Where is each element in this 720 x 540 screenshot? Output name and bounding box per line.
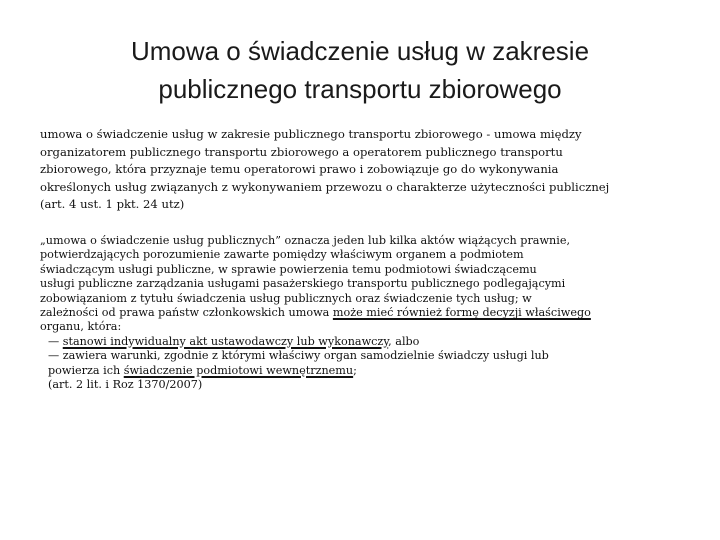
list-item-conditions-continued xyxy=(40,364,690,378)
definition-utz-line-3: zbiorowego, która przyznaje temu operatorowi prawo i zobowiązuje go do wykonywania xyxy=(40,162,559,177)
definition-regulation-line-3: świadczącym usługi publiczne, w sprawie powierzenia temu podmiotowi świadczącemu xyxy=(40,262,537,276)
slide-title-line-2: publicznego transportu zbiorowego xyxy=(158,74,562,104)
definition-utz-citation: (art. 4 ust. 1 pkt. 24 utz) xyxy=(40,197,185,212)
list-item-legislative-act xyxy=(40,335,690,349)
definition-utz-line-4: określonych usług związanych z wykonywaniem przewozu o charakterze użyteczności publicznej xyxy=(40,179,610,194)
definition-regulation-line-1: „umowa o świadczenie usług publicznych” oznacza jeden lub kilka aktów wiążących prawnie, xyxy=(40,233,571,247)
definition-utz xyxy=(40,126,690,214)
list-item-conditions-text: powierza ich xyxy=(48,363,124,377)
definition-regulation-line-7: organu, która: xyxy=(40,320,122,334)
slide-title xyxy=(60,32,660,108)
definition-regulation-line-4: usługi publiczne zarządzania usługami pasażerskiego transportu publicznego podlegającymi xyxy=(40,277,566,291)
definition-regulation-line-6-text: zależności od prawa państw członkowskich umowa xyxy=(40,306,333,319)
underlined-legislative-act: stanowi indywidualny akt ustawodawczy lub wykonawczy xyxy=(62,334,389,348)
list-item-conditions: — zawiera warunki, zgodnie z którymi właściwy organ samodzielnie świadczy usługi lub xyxy=(48,349,549,363)
underlined-internal-operator: świadczenie podmiotowi wewnętrznemu xyxy=(123,363,354,377)
list-item-suffix: , albo xyxy=(388,334,420,348)
slide-body xyxy=(40,126,690,392)
definition-regulation-line-5: zobowiązaniom z tytułu świadczenia usług publicznych oraz świadczenie tych usług; w xyxy=(40,291,532,305)
definition-regulation-line-6 xyxy=(40,306,690,320)
definition-regulation xyxy=(40,234,690,392)
definition-utz-line-2: organizatorem publicznego transportu zbiorowego a operatorem publicznego transportu xyxy=(40,144,563,159)
list-item-conditions-suffix: ; xyxy=(353,363,357,377)
slide-title-line-1: Umowa o świadczenie usług w zakresie xyxy=(130,36,590,66)
underlined-decision-form: może mieć również formę decyzji właściwego xyxy=(332,306,591,319)
definition-utz-line-1: umowa o świadczenie usług w zakresie publicznego transportu zbiorowego - umowa między xyxy=(40,127,582,141)
definition-regulation-line-2: potwierdzających porozumienie zawarte pomiędzy właściwym organem a podmiotem xyxy=(40,248,524,262)
list-item-dash: — xyxy=(48,334,63,348)
definition-regulation-citation: (art. 2 lit. i Roz 1370/2007) xyxy=(48,378,203,392)
